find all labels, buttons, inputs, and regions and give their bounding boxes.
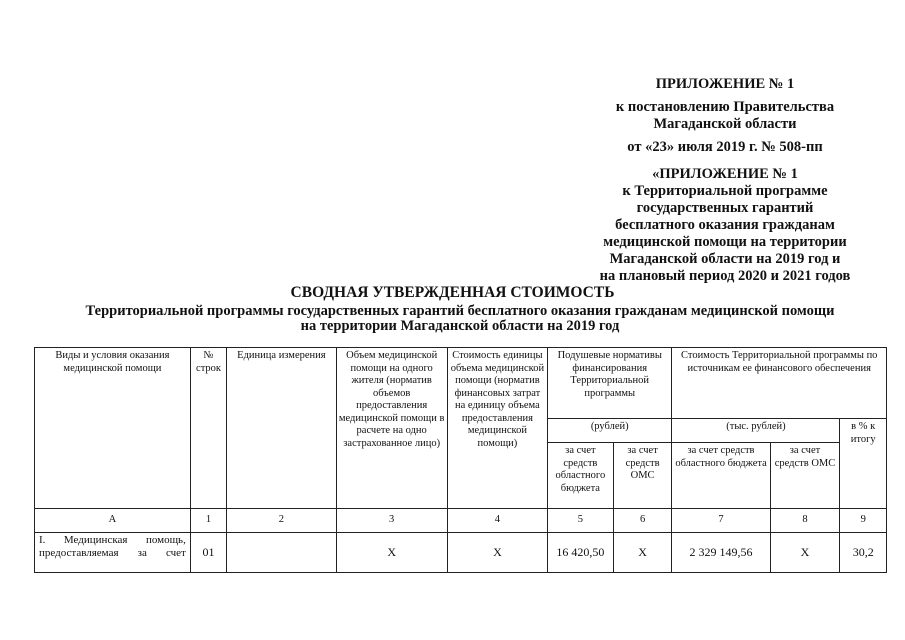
cost-table: [34, 347, 887, 573]
row-per-capita-budget: 16 420,50: [548, 533, 614, 573]
header-oms: за счет средств ОМС: [613, 443, 672, 509]
index-cell: 6: [613, 509, 672, 533]
appendix-header: [560, 76, 890, 285]
index-cell: 5: [548, 509, 614, 533]
index-cell: 3: [336, 509, 447, 533]
index-cell: А: [35, 509, 191, 533]
subtitle-line: на территории Магаданской области на 2019 год: [300, 318, 620, 334]
page-subtitle: [60, 304, 860, 334]
appendix-line: государственных гарантий: [636, 200, 814, 216]
appendix-line: к Территориальной программе: [622, 183, 828, 199]
row-name: I. Медицинская помощь, предоставляемая за счет: [35, 533, 191, 573]
header-row-number: № строк: [190, 348, 226, 509]
appendix-date: от «23» июля 2019 г. № 508-пп: [627, 139, 823, 155]
page-title: СВОДНАЯ УТВЕРЖДЕННАЯ СТОИМОСТЬ: [290, 284, 615, 301]
row-volume: Х: [336, 533, 447, 573]
index-cell: 2: [227, 509, 336, 533]
row-total-budget: 2 329 149,56: [672, 533, 770, 573]
appendix-title-2: «ПРИЛОЖЕНИЕ № 1: [652, 166, 798, 182]
header-percent: в % к итогу: [840, 419, 887, 509]
header-volume: Объем медицинской помощи на одного жителя (норматив объемов предоставления медицинской помощи в расчете на одно застрахованное лицо): [336, 348, 447, 509]
appendix-line: бесплатного оказания гражданам: [615, 217, 835, 233]
row-per-capita-oms: Х: [613, 533, 672, 573]
appendix-line: к постановлению Правительства: [615, 99, 835, 115]
appendix-title: ПРИЛОЖЕНИЕ № 1: [655, 76, 795, 92]
appendix-line: медицинской помощи на территории: [603, 234, 847, 250]
header-regional-budget-total: за счет средств областного бюджета: [672, 443, 770, 509]
header-total-cost: Стоимость Территориальной программы по источникам ее финансового обеспечения: [672, 348, 887, 419]
appendix-line: Магаданской области на 2019 год и: [609, 251, 841, 267]
index-cell: 4: [447, 509, 547, 533]
header-unit: Единица измерения: [227, 348, 336, 509]
index-cell: 1: [190, 509, 226, 533]
header-regional-budget: за счет средств областного бюджета: [548, 443, 614, 509]
index-cell: 8: [770, 509, 840, 533]
header-rubles: (рублей): [548, 419, 672, 443]
row-unit: [227, 533, 336, 573]
row-unit-cost: Х: [447, 533, 547, 573]
row-total-oms: Х: [770, 533, 840, 573]
header-unit-cost: Стоимость единицы объема медицинской помощи (норматив финансовых затрат на единицу объема предоставления медицинской помощи): [447, 348, 547, 509]
index-cell: 7: [672, 509, 770, 533]
appendix-line: Магаданской области: [653, 116, 797, 132]
header-per-capita: Подушевые нормативы финансирования Территориальной программы: [548, 348, 672, 419]
subtitle-line: Территориальной программы государственных гарантий бесплатного оказания гражданам медицинской помощи: [85, 303, 835, 319]
header-oms-total: за счет средств ОМС: [770, 443, 840, 509]
header-thousand-rubles: (тыс. рублей): [672, 419, 840, 443]
table-row: [35, 533, 887, 573]
appendix-line: на плановый период 2020 и 2021 годов: [599, 268, 851, 284]
index-cell: 9: [840, 509, 887, 533]
row-percent: 30,2: [840, 533, 887, 573]
row-number: 01: [190, 533, 226, 573]
header-types: Виды и условия оказания медицинской помощи: [35, 348, 191, 509]
